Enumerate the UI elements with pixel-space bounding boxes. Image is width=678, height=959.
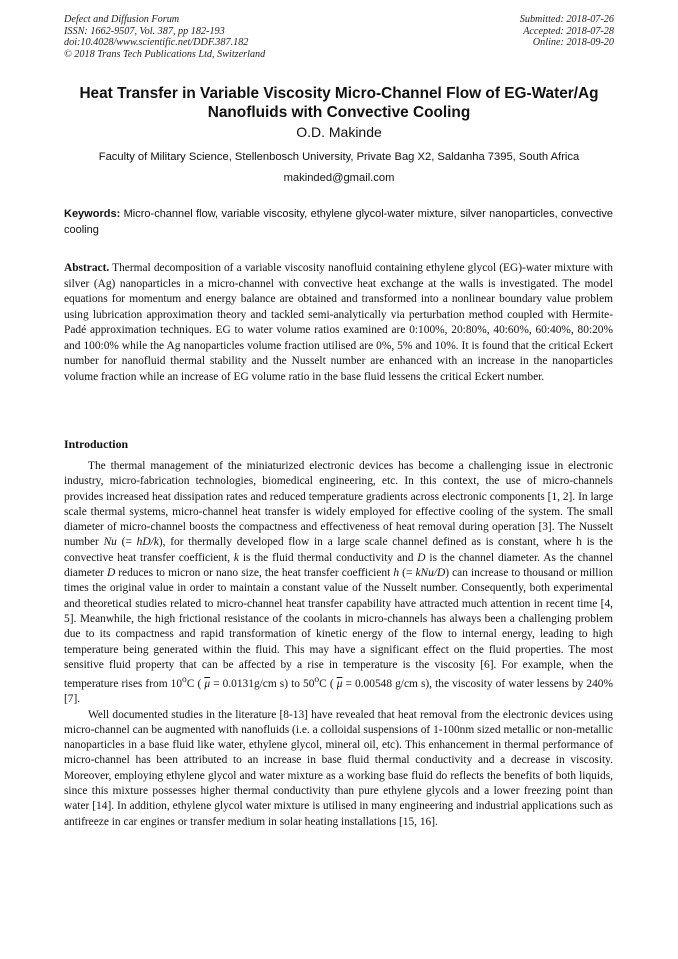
paragraph-2: Well documented studies in the literature [8-13] have revealed that heat removal from the electronic devices using micro-channel can be augmented with nanofluids (i.e. a colloidal suspensions of 1-100nm sized metallic or non-metallic nanoparticles in a base fluid like water, ethylene glycol, mineral oil, etc). This enhancement in thermal performance of micro-channel has been attributed to an increase in base fluid thermal conductivity and a decrease in viscosity. Moreover, employing ethylene glycol and water mixture as a working base fluid do reflects the benefits of both liquids, since this mixture possesses higher thermal conductivity than pure ethylene glycols and a lower freezing point than water [14]. In addition, ethylene glycol water mixture is utilised in many engineering and industrial applications such as antifreeze in car engines or transfer medium in solar heating installations [15, 16]. bbox=[64, 708, 613, 828]
abstract-text: Thermal decomposition of a variable viscosity nanofluid containing ethylene glycol (EG)-water mixture with silver (Ag) nanoparticles in a micro-channel with convective heat exchange at the walls is investigated. The model equations for momentum and energy balance are obtained and transformed into a nonlinear boundary value problem using lubrication approximation theory and tackled semi-analytically via perturbation method coupled with Hermite-Padé approximation techniques. EG to water volume ratios examined are 0:100%, 20:80%, 40:60%, 60:40%, 80:20% and 100:0% while the Ag nanoparticles volume fraction utilised are 0%, 5% and 10%. It is found that the critical Eckert number for nanofluid thermal stability and the Nusselt number are enhanced with an increase in the nanoparticles volume fraction while an increase of EG volume ratio in the base fluid lessens the critical Eckert number. bbox=[64, 262, 613, 383]
dates-header bbox=[520, 14, 614, 49]
doi-line: doi:10.4028/www.scientific.net/DDF.387.182 bbox=[64, 37, 249, 49]
author-email[interactable]: makinded@gmail.com bbox=[283, 172, 395, 184]
paper-title: Heat Transfer in Variable Viscosity Micro-Channel Flow of EG-Water/Ag Nanofluids with Convective Cooling bbox=[79, 85, 599, 121]
accepted-date: Accepted: 2018-07-28 bbox=[523, 25, 614, 37]
paragraph-1: The thermal management of the miniaturized electronic devices has become a challenging issue in electronic industry, micro-fabrication technologies, biomedical engineering, etc. In this context, the use of micro-channels provides increased heat dissipation rates and reduced temperature gradients across electronic components [1, 2]. In large scale thermal systems, micro-channel heat transfer is widely employed for effective cooling of the system. The small diameter of micro-channel boosts the compactness and effectiveness of heat removal during operation [3]. The Nusselt number Nu (= hD/k), for thermally developed flow in a large scale channel defined as is constant, where h is the convective heat transfer coefficient, k is the fluid thermal conductivity and D is the channel diameter. As the channel diameter D reduces to micron or nano size, the heat transfer coefficient h (= kNu/D) can increase to thousand or million times the original value in order to maintain a constant value of the Nusselt number. Consequently, both experimental and theoretical studies related to micro-channel heat transfer capability have attracted much attention in recent time [4, 5]. Meanwhile, the high frictional resistance of the coolants in micro-channels has always been a challenging problem due to its compactness and rapid transformation of kinetic energy of the flow to internal energy, leading to high temperature being generated within the fluid. This may have a significant effect on the fluid properties. The most sensitive fluid property that can be affected by a rise in temperature is the viscosity [6]. For example, when the temperature rises from 10$^o$C ( $\overline{\mu} = 0.0131g/cm$ s) to 50$^o$C ( $\overline{\mu} = 0.00548$ g/cm s), the viscosity of water lessens by 240% [7]. bbox=[64, 460, 614, 706]
section-heading-introduction: Introduction bbox=[64, 437, 129, 451]
copyright-line: © 2018 Trans Tech Publications Ltd, Switzerland bbox=[64, 48, 266, 60]
abstract bbox=[64, 261, 613, 385]
author-name: O.D. Makinde bbox=[296, 124, 382, 140]
keywords-text: Micro-channel flow, variable viscosity, ethylene glycol-water mixture, silver nanoparticles, convective cooling bbox=[64, 208, 613, 236]
submitted-date: Submitted: 2018-07-26 bbox=[519, 14, 614, 25]
journal-header bbox=[64, 14, 265, 60]
journal-name: Defect and Diffusion Forum bbox=[64, 14, 180, 25]
online-date: Online: 2018-09-20 bbox=[532, 37, 614, 49]
keywords-label: Keywords: bbox=[64, 208, 121, 220]
issn-line: ISSN: 1662-9507, Vol. 387, pp 182-193 bbox=[64, 25, 225, 37]
abstract-label: Abstract. bbox=[64, 262, 110, 274]
introduction-body bbox=[64, 459, 613, 830]
keywords bbox=[64, 207, 613, 238]
author-affiliation: Faculty of Military Science, Stellenbosch University, Private Bag X2, Saldanha 7395, South Africa bbox=[98, 151, 580, 163]
